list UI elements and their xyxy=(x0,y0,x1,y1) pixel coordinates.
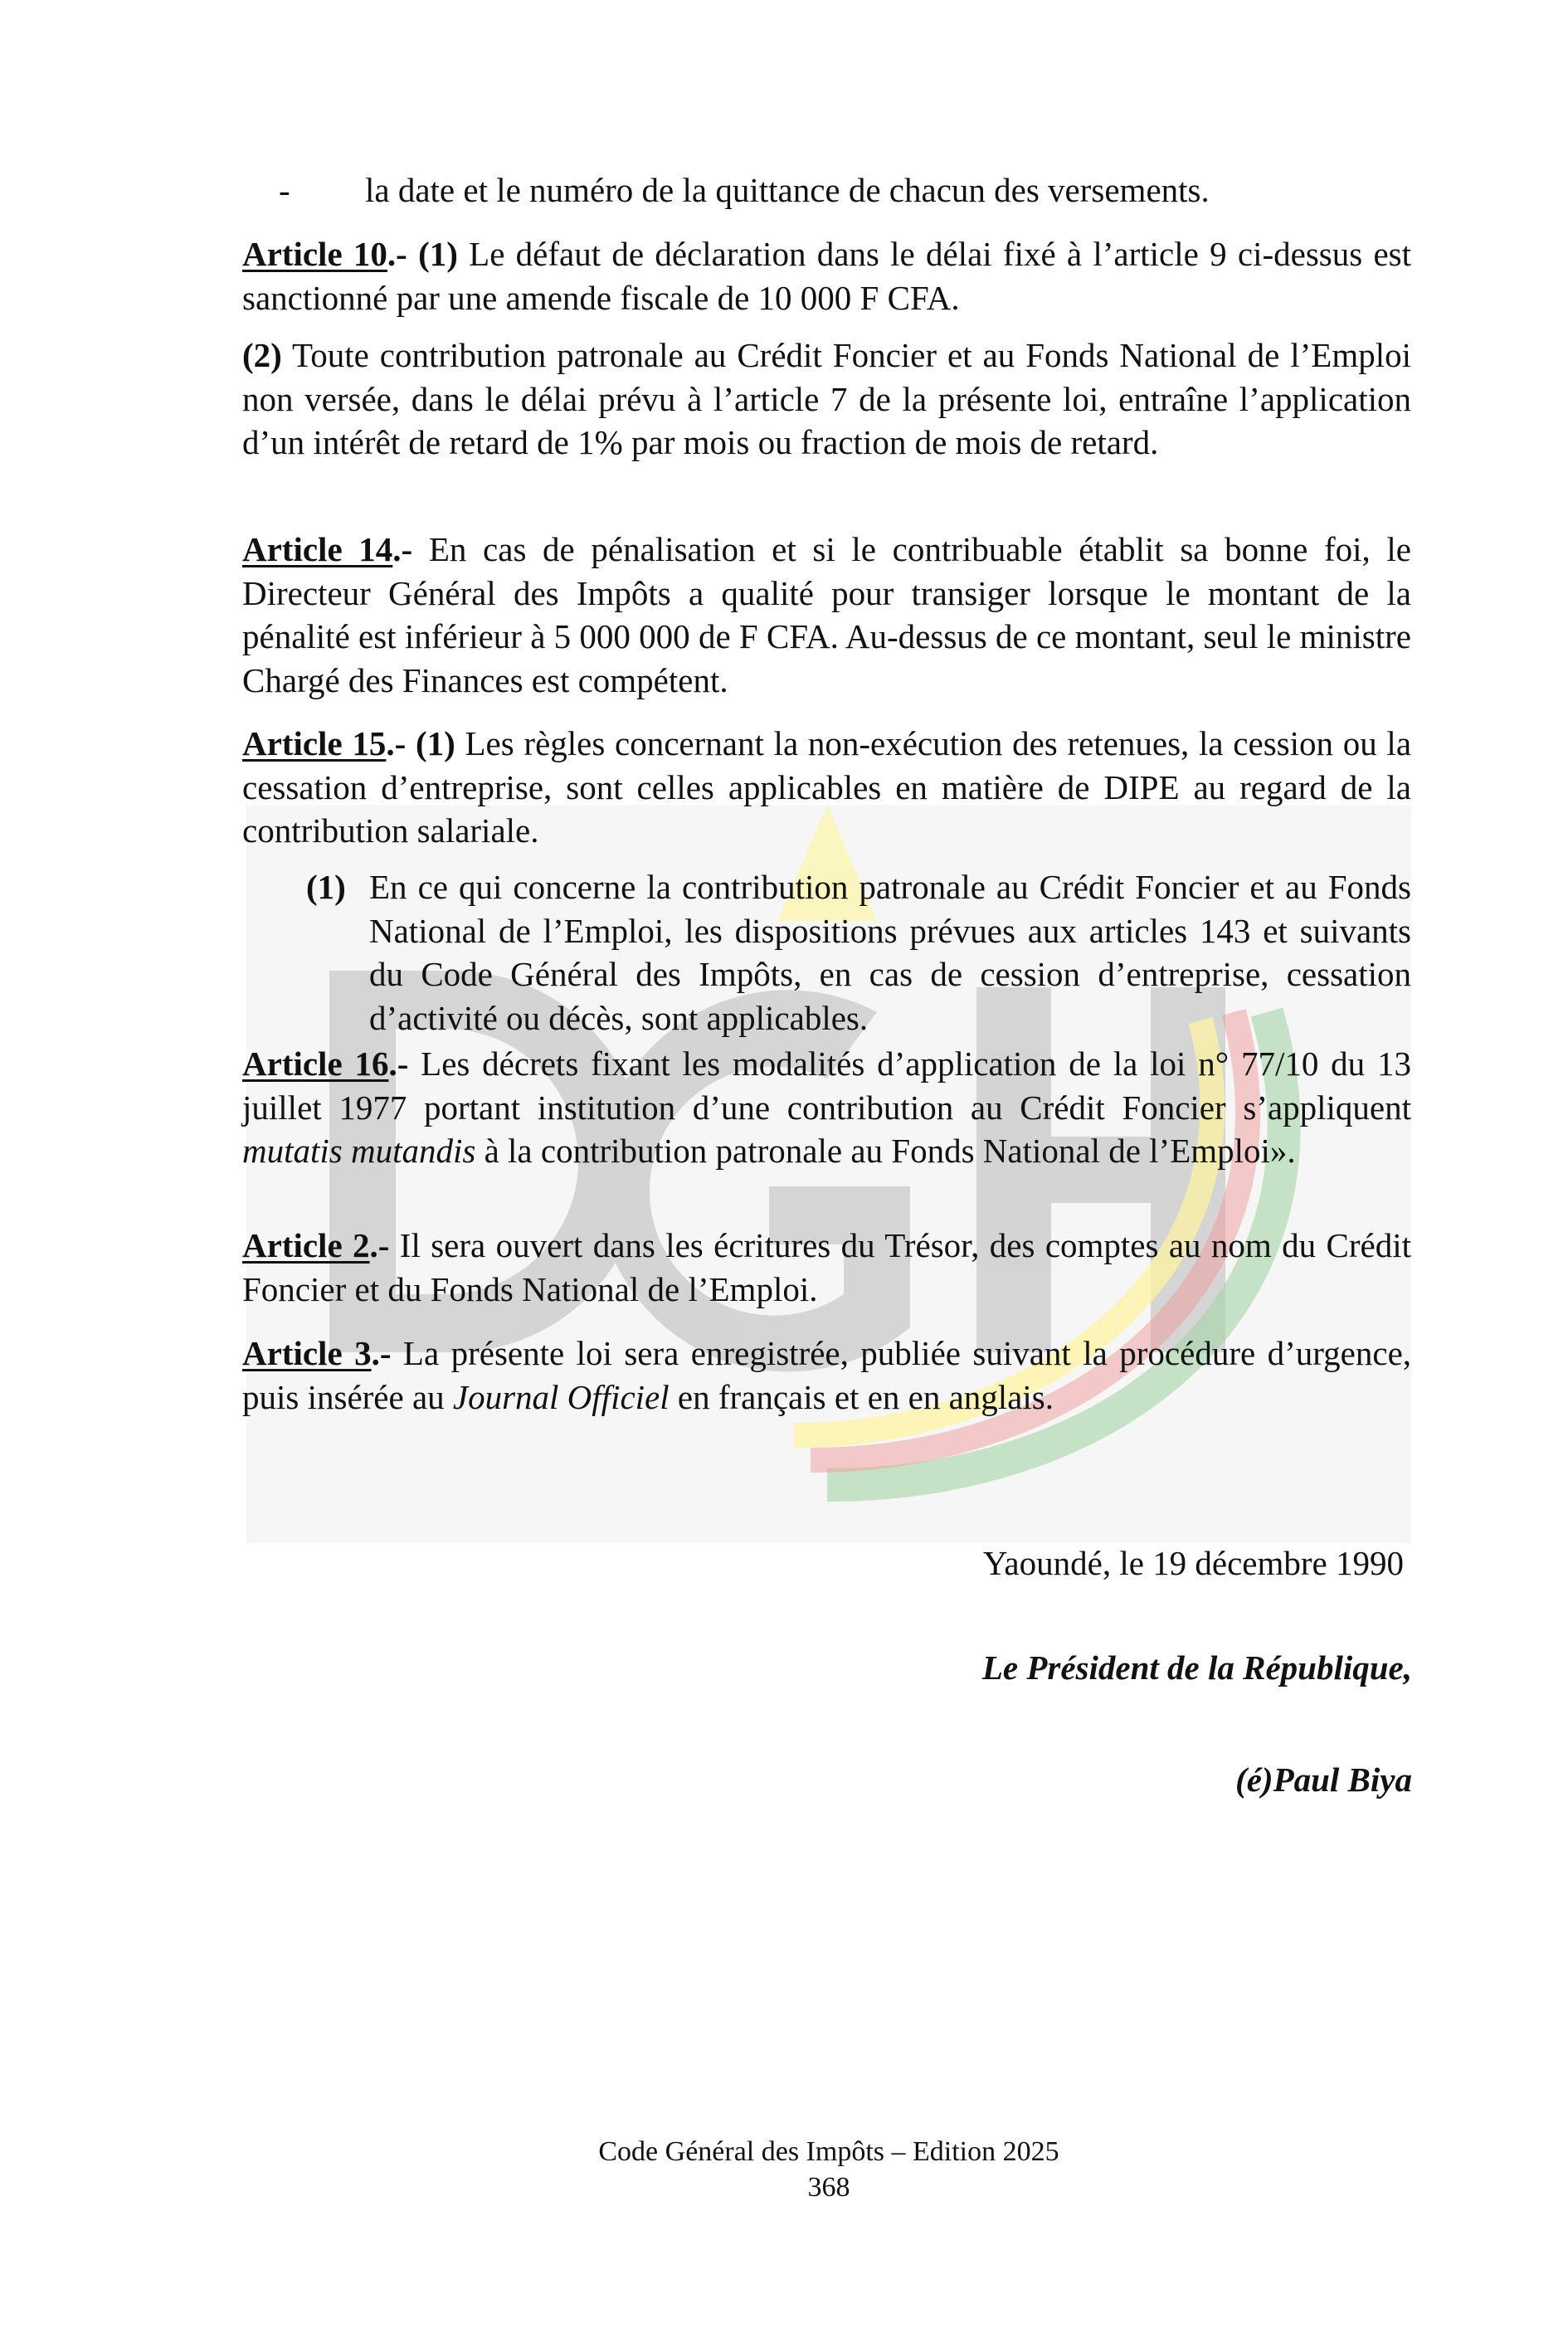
heading-separator: .- xyxy=(371,1334,403,1372)
article-3-text-end: en français et en en anglais. xyxy=(669,1377,1054,1416)
heading-separator: .- xyxy=(392,530,429,568)
article-10-heading: Article 10 xyxy=(242,235,387,273)
heading-separator: .- xyxy=(387,235,419,273)
article-15-text-2: En ce qui concerne la contribution patronale au Crédit Foncier et au Fonds National de l’Emploi, les dispositions prévues aux articles 143 et suivants du Code Général des Impôts, en cas de cession d’entreprise, cessation d’activité ou décès, sont applicables. xyxy=(369,868,1411,1037)
article-15-para-1 xyxy=(242,722,1411,853)
footer-title: Code Général des Impôts – Edition 2025 xyxy=(598,2136,1059,2167)
paragraph-number: (2) xyxy=(242,336,282,374)
article-14 xyxy=(242,528,1411,702)
article-15-text-1: Les règles concernant la non-exécution des retenues, la cession ou la cessation d’entreprise, sont celles applicables en matière de DIPE au regard de la contribution salariale. xyxy=(242,724,1412,850)
paragraph-number: (1) xyxy=(418,235,458,273)
article-10-para-2 xyxy=(242,334,1411,465)
bullet-text: la date et le numéro de la quittance de chacun des versements. xyxy=(365,171,1210,209)
heading-separator: .- xyxy=(386,724,416,762)
bullet-marker: - xyxy=(279,171,290,209)
article-2-heading: Article 2 xyxy=(242,1226,370,1264)
latin-phrase: mutatis mutandis xyxy=(242,1132,476,1170)
article-15-para-2 xyxy=(306,865,1411,1040)
article-14-heading: Article 14 xyxy=(242,530,393,568)
article-10-text-1: Le défaut de déclaration dans le délai fixé à l’article 9 ci-dessus est sanctionné par une amende fiscale de 10 000 F CFA. xyxy=(242,235,1411,317)
article-16 xyxy=(242,1042,1411,1173)
article-3-heading: Article 3 xyxy=(242,1334,372,1372)
article-16-text-end: à la contribution patronale au Fonds National de l’Emploi». xyxy=(475,1132,1296,1170)
paragraph-number: (1) xyxy=(415,724,455,762)
paragraph-number: (1) xyxy=(306,868,346,906)
article-3-text: La présente loi sera enregistrée, publiée suivant la procédure d’urgence, puis insérée au xyxy=(242,1334,1412,1416)
journal-title: Journal Officiel xyxy=(452,1377,670,1416)
article-2-text: Il sera ouvert dans les écritures du Trésor, des comptes au nom du Crédit Foncier et du Fonds National de l’Emploi. xyxy=(242,1226,1412,1308)
place-date: Yaoundé, le 19 décembre 1990 xyxy=(982,1544,1404,1582)
page-number: 368 xyxy=(807,2172,850,2203)
article-16-text: Les décrets fixant les modalités d’application de la loi n° 77/10 du 13 juillet 1977 portant institution d’une contribution au Crédit Foncier s’appliquent xyxy=(242,1045,1411,1127)
article-3 xyxy=(242,1332,1411,1419)
article-10-text-2: Toute contribution patronale au Crédit Foncier et au Fonds National de l’Emploi non versée, dans le délai prévu à l’article 7 de la présente loi, entraîne l’application d’un intérêt de retard de 1% par mois ou fraction de mois de retard. xyxy=(242,336,1411,461)
article-2 xyxy=(242,1224,1411,1311)
article-14-text: En cas de pénalisation et si le contribuable établit sa bonne foi, le Directeur Général des Impôts a qualité pour transiger lorsque le montant de la pénalité est inférieur à 5 000 000 de F CFA. Au-dessus de ce montant, seul le ministre Chargé des Finances est compétent. xyxy=(242,530,1411,699)
signatory-title: Le Président de la République, xyxy=(981,1648,1412,1687)
bullet-item xyxy=(242,168,1411,212)
article-15-heading: Article 15 xyxy=(242,724,387,762)
article-16-heading: Article 16 xyxy=(242,1045,389,1083)
heading-separator: .- xyxy=(369,1226,400,1264)
article-10-para-1 xyxy=(242,232,1411,319)
heading-separator: .- xyxy=(388,1045,421,1083)
signatory-name: (é)Paul Biya xyxy=(1235,1760,1412,1799)
